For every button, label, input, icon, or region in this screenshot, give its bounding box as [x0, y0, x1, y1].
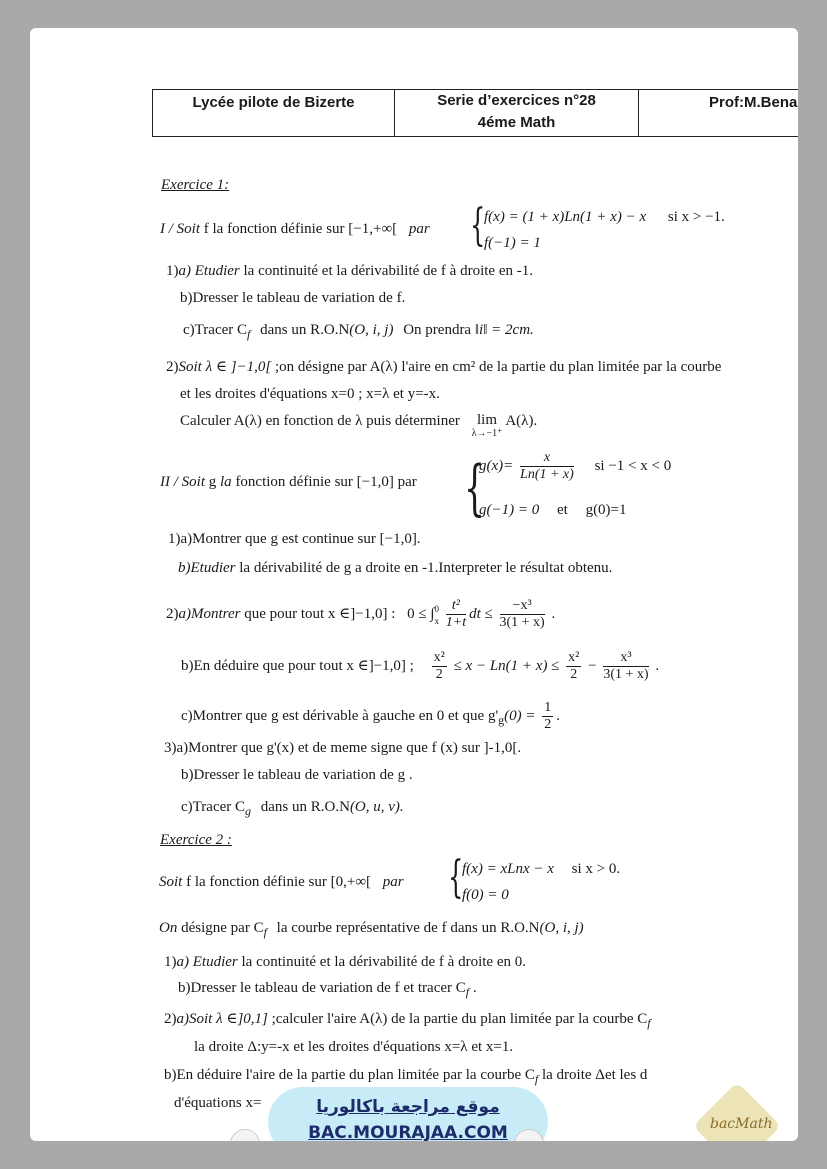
- ex1-I-statement: I / Soit f la fonction définie sur [−1,+∞[ par: [160, 221, 430, 237]
- ex1-II-q2c: c)Montrer que g est dérivable à gauche en 0 et que $g'_g(0)$ = $\frac{1}{2}$ .: [181, 700, 561, 732]
- ex1-II-q1b: b)Etudier la dérivabilité de g a droite en -1.Interpreter le résultat obtenu.: [178, 560, 613, 576]
- ex2-q2b-line2: d'équations x=: [174, 1095, 262, 1111]
- ex2-q1a: 1)a) Etudier la continuité et la dérivabilité de f à droite en 0.: [164, 954, 526, 970]
- ex2-statement: Soit f la fonction définie sur [0,+∞[ par: [159, 874, 404, 890]
- exercise-2-title: Exercice 2 :: [160, 832, 232, 848]
- ex1-II-q3c: c)Tracer $C_g$ dans un R.O.N(O, u, v).: [181, 799, 404, 818]
- header-series: Serie d’exercices n°28: [437, 92, 596, 109]
- exercise-1-title: Exercice 1:: [161, 177, 230, 193]
- ex1-II-q3a: 3)a)Montrer que g'(x) et de meme signe que f (x) sur ]-1,0[.: [164, 740, 522, 756]
- ex1-II-statement: II / Soit g la fonction définie sur [−1,0] par: [160, 474, 417, 490]
- website-banner-arabic: موقع مراجعة باكالوريا: [316, 1097, 500, 1117]
- ex2-case1: f(x) = xLnx − x si x > 0.: [462, 861, 621, 877]
- header-series-box: [394, 89, 639, 137]
- ex2-on-designe: On désigne par $C_f$ la courbe représentative de f dans un R.O.N(O, i, j): [159, 920, 584, 939]
- ex2-q2b: b)En déduire l'aire de la partie du plan limitée par la courbe $C_f$ la droite Δet les d: [164, 1067, 648, 1086]
- ex2-q2a: 2)a)Soit λ ∈]0,1] ;calculer l'aire A(λ) de la partie du plan limitée par la courbe $C_f$: [164, 1011, 651, 1030]
- ex1-II-q3b: b)Dresser le tableau de variation de g .: [181, 767, 413, 783]
- header-school-box: [152, 89, 395, 137]
- document-page: [30, 28, 798, 1141]
- ex2-case2: f(0) = 0: [462, 887, 509, 903]
- ex1-q1c: c)Tracer $C_f$ dans un R.O.N(O, i, j) On prendra ‖i‖ = 2cm.: [183, 322, 534, 341]
- ex1-II-brace: {: [464, 453, 486, 523]
- ex1-I-case2: f(−1) = 1: [484, 235, 541, 251]
- ex1-II-q2b: b)En déduire que pour tout x ∈]−1,0] ; $\frac{\text{x²}}{2}$ ≤ x − Ln(1 + x) ≤ $\frac{\text{x²}}{2}$ − $\frac{\text{x³}}{3(1 + x)}$ .: [181, 650, 660, 682]
- ex1-II-case2: g(−1) = 0 et g(0)=1: [479, 502, 627, 518]
- website-banner-url[interactable]: BAC.MOURAJAA.COM: [308, 1123, 508, 1141]
- ex1-q1a: 1)a) Etudier la continuité et la dérivabilité de f à droite en -1.: [166, 263, 533, 279]
- ex1-q2: 2)Soit λ ∈ ]−1,0[ ;on désigne par A(λ) l'aire en cm² de la partie du plan limitée par la courbe: [166, 359, 722, 375]
- bacmath-logo: [693, 1082, 781, 1141]
- ex1-q2-line2: et les droites d'équations x=0 ; x=λ et y=-x.: [180, 386, 440, 402]
- ex1-q2-line3: Calculer A(λ) en fonction de λ puis déterminer lim λ→−1⁺ A(λ).: [180, 412, 538, 439]
- ex2-q2a-line2: la droite Δ:y=-x et les droites d'équations x=λ et x=1.: [194, 1039, 514, 1055]
- ex1-I-case1: f(x) = (1 + x)Ln(1 + x) − x si x > −1.: [484, 209, 725, 225]
- header-school: Lycée pilote de Bizerte: [192, 94, 355, 111]
- ex2-brace: {: [448, 852, 464, 903]
- ex1-II-case1: g(x)= $\frac{x}{Ln(1 + x)}$ si −1 < x < 0: [479, 450, 672, 482]
- header-prof: Prof:M.Bena: [709, 94, 798, 111]
- book-logo-icon: [230, 1129, 260, 1141]
- ex1-I-brace: {: [470, 200, 486, 251]
- header-prof-box: [638, 89, 798, 137]
- bacmath-logo-text: bacMath: [710, 1116, 773, 1132]
- website-banner[interactable]: [268, 1087, 548, 1141]
- ex1-II-q1a: 1)a)Montrer que g est continue sur [−1,0].: [168, 531, 421, 547]
- ex1-q1b: b)Dresser le tableau de variation de f.: [180, 290, 406, 306]
- header-level: 4éme Math: [477, 114, 556, 131]
- ex1-II-q2a: 2)a)Montrer que pour tout x ∈]−1,0] : 0 ≤ ∫ 0 x $\frac{\text{t²}}{1+t}$ dt ≤ $\frac{\text{−x³}}{3(1 + x)}$ .: [166, 598, 556, 630]
- ex2-q1b: b)Dresser le tableau de variation de f et tracer $C_f$ .: [178, 980, 477, 999]
